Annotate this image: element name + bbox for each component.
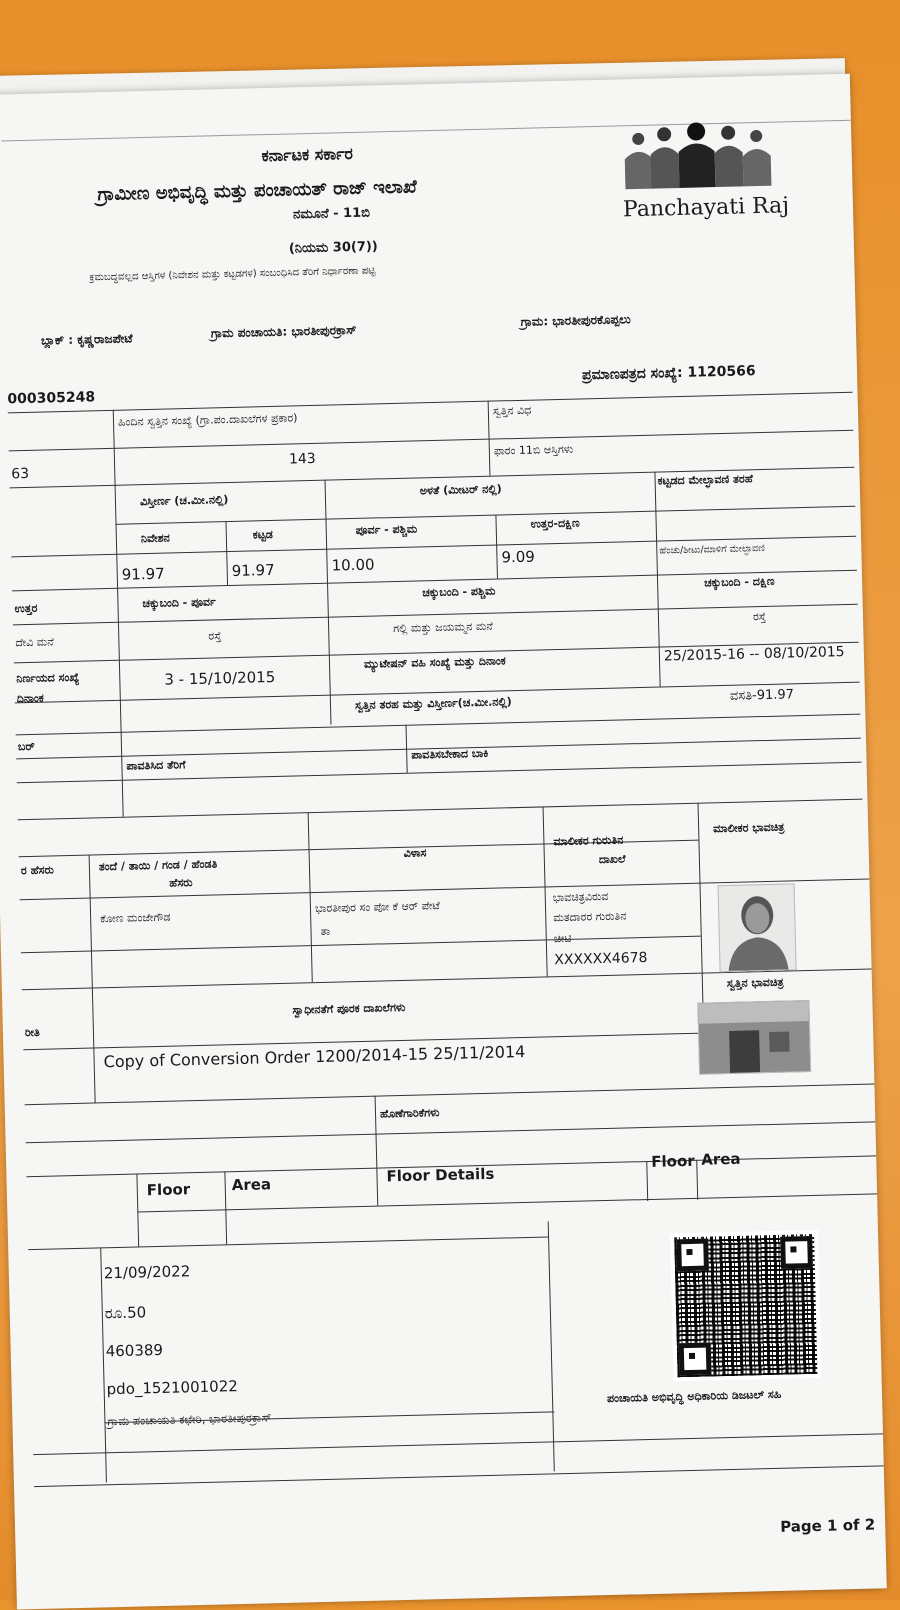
issue-date: 21/09/2022 xyxy=(103,1262,191,1283)
people-icon xyxy=(616,115,788,199)
owner-id-value-2: ಮತದಾರರ ಗುರುತಿನ xyxy=(553,909,627,925)
person-portrait-icon xyxy=(719,884,796,971)
digital-signature-label: ಪಂಚಾಯತಿ ಅಭಿವೃದ್ಧಿ ಅಧಿಕಾರಿಯ ಡಿಜಟಲ್ ಸಹಿ xyxy=(606,1387,782,1406)
east-value: ರಸ್ತೆ xyxy=(208,629,222,643)
relation-label-2: ಹೆಸರು xyxy=(169,876,193,890)
south-value: ರಸ್ತೆ xyxy=(752,609,767,624)
left-number: 63 xyxy=(11,465,30,483)
paid-tax-label: ಪಾವತಿಸಿದ ತೆರಿಗೆ xyxy=(126,758,186,773)
resolution-label-2: ದಿನಾಂಕ xyxy=(16,691,44,706)
old-number-label: ಹಿಂದಿನ ಸ್ವತ್ತಿನ ಸಂಖ್ಯೆ (ಗ್ರಾ.ಪಂ.ದಾಖಲೆಗಳ ಪ್ರಕಾರ) xyxy=(117,411,298,429)
due-tax-label: ಪಾವತಿಸಬೇಕಾದ ಬಾಕಿ xyxy=(411,746,489,762)
mutation-value: 25/2015-16 -- 08/10/2015 xyxy=(663,644,845,665)
owner-photo xyxy=(718,883,797,972)
documents-value: Copy of Conversion Order 1200/2014-15 25/11/2014 xyxy=(103,1041,526,1072)
roof-value: ಹೆಂಚು/ಶೀಟು/ಮಾಳಿಗೆ ಮೇಲ್ಛಾವಣಿ xyxy=(659,542,766,557)
fee-amount: ರೂ.50 xyxy=(104,1303,147,1323)
west-label: ಚಕ್ಕುಬಂದಿ - ಪಶ್ಚಿಮ xyxy=(422,584,496,600)
property-type-value: ಫಾರಂ 11ಬಿ ಆಸ್ತಿಗಳು xyxy=(493,442,574,458)
property-photo xyxy=(697,1000,811,1075)
north-label: ಉತ್ತರ xyxy=(14,601,38,616)
owner-id-number: XXXXXX4678 xyxy=(554,949,648,969)
qr-code xyxy=(670,1230,822,1382)
area-header: Area xyxy=(231,1175,272,1195)
ew-label: ಪೂರ್ವ - ಪಶ್ಚಿಮ xyxy=(355,522,418,537)
left-label-bar: ಬರ್ xyxy=(17,739,35,754)
form-name: ನಮೂನೆ - 11ಬಿ xyxy=(292,205,371,223)
old-number-value: 143 xyxy=(288,450,316,468)
resolution-value: 3 - 15/10/2015 xyxy=(164,667,276,689)
building-area-value: 91.97 xyxy=(231,560,275,580)
mode-label: ರೀತಿ xyxy=(24,1025,40,1040)
property-kind-label: ಸ್ವತ್ತಿನ ತರಹ ಮತ್ತು ವಿಸ್ತೀರ್ಣ(ಚ.ಮೀ.ನಲ್ಲಿ) xyxy=(354,695,512,713)
owner-id-value-3: ಚೀಟಿ xyxy=(553,931,572,946)
address-value: ಭಾರತೀಪುರ ಸಂ ಪೋ ಕೆ ಆರ್ ಪೇಟೆ xyxy=(314,899,441,916)
relation-value: ಕೋಣ ಮಂಜೇಗೌಡ xyxy=(100,910,171,926)
mutation-label: ಮ್ಯುಟೇಷನ್ ವಹಿ ಸಂಖ್ಯೆ ಮತ್ತು ದಿನಾಂಕ xyxy=(363,654,506,671)
address-label: ವಿಳಾಸ xyxy=(403,846,427,860)
west-value: ಗಲ್ಲಿ ಮತ್ತು ಜಯಮ್ಮನ ಮನೆ xyxy=(393,619,494,636)
floor-details-header: Floor Details xyxy=(386,1164,495,1186)
owner-name-label: ರ ಹೆಸರು xyxy=(20,863,54,878)
building-label: ಕಟ್ಟಡ xyxy=(252,527,273,542)
owner-photo-label: ಮಾಲೀಕರ ಭಾವಚಿತ್ರ xyxy=(712,820,785,836)
address-value-2: ತಾ xyxy=(320,924,331,938)
gov-title: ಕರ್ನಾಟಕ ಸರ್ಕಾರ xyxy=(261,143,354,166)
page-number: Page 1 of 2 xyxy=(780,1515,876,1536)
property-type-label: ಸ್ವತ್ತಿನ ವಿಧ xyxy=(492,403,532,418)
owner-id-value-1: ಭಾವಚಿತ್ರವಿರುವ xyxy=(552,889,609,905)
property-photo-label: ಸ್ವತ್ತಿನ ಭಾವಚಿತ್ರ xyxy=(726,975,784,991)
size-label: ಅಳತೆ (ಮೀಟರ್ ನಲ್ಲಿ) xyxy=(419,482,502,498)
owner-id-label-2: ದಾಖಲೆ xyxy=(598,852,626,867)
liabilities-label: ಹೊಣೆಗಾರಿಕೆಗಳು xyxy=(379,1106,440,1121)
panchayat-name: ಗ್ರಾಮ ಪಂಚಾಯತಿ: ಭಾರತೀಪುರಕ್ರಾಸ್ xyxy=(210,322,357,341)
department-title: ಗ್ರಾಮೀಣ ಅಭಿವೃದ್ಧಿ ಮತ್ತು ಪಂಚಾಯತ್ ರಾಜ್ ಇಲಾಖೆ xyxy=(97,176,417,206)
house-photo-icon xyxy=(698,1001,810,1074)
receipt-number: 460389 xyxy=(105,1340,164,1361)
north-value: ದೇವಿ ಮನೆ xyxy=(15,635,54,650)
certificate-number: ಪ್ರಮಾಣಪತ್ರದ ಸಂಖ್ಯೆ: 1120566 xyxy=(581,363,756,384)
block-name: ಬ್ಲಾಕ್ : ಕೃಷ್ಣರಾಜಪೇಟೆ xyxy=(40,331,133,348)
area-label: ವಿಸ್ತೀರ್ಣ (ಚ.ಮೀ.ನಲ್ಲಿ) xyxy=(139,493,229,509)
ns-value: 9.09 xyxy=(501,547,536,567)
panchayati-raj-logo xyxy=(616,115,788,199)
pdo-id: pdo_1521001022 xyxy=(106,1377,238,1399)
form-subtitle: ಕ್ರಮಬದ್ಧವಲ್ಲದ ಆಸ್ತಿಗಳ (ನಿವೇಶನ ಮತ್ತು ಕಟ್ಟಡಗಳ) ಸಂಬಂಧಿಸಿದ ತೆರಿಗೆ ನಿರ್ಧಾರಣಾ ಪಟ್ಟಿ xyxy=(89,265,376,284)
floor-header: Floor xyxy=(146,1180,191,1200)
south-label: ಚಕ್ಕುಬಂದಿ - ದಕ್ಷಿಣ xyxy=(703,574,775,590)
area-header-2: Area xyxy=(701,1149,741,1169)
ew-value: 10.00 xyxy=(331,555,375,575)
document-page xyxy=(0,74,887,1610)
roof-label: ಕಟ್ಟಡದ ಮೇಲ್ಛಾವಣಿ ತರಹೆ xyxy=(657,472,753,488)
office-name: ಗ್ರಾಮ ಪಂಚಾಯತಿ ಕಛೇರಿ, ಭಾರತೀಪುರಕ್ರಾಸ್ xyxy=(107,1410,272,1429)
site-label: ನಿವೇಶನ xyxy=(140,531,170,546)
resolution-label: ನಿರ್ಣಯದ ಸಂಖ್ಯೆ xyxy=(16,670,80,686)
site-area-value: 91.97 xyxy=(121,564,165,584)
east-label: ಚಕ್ಕುಬಂದಿ - ಪೂರ್ವ xyxy=(142,595,216,611)
ns-label: ಉತ್ತರ-ದಕ್ಷಿಣ xyxy=(530,516,580,531)
documents-label: ಸ್ವಾಧೀನತೆಗೆ ಪೂರಕ ದಾಖಲೆಗಳು xyxy=(292,1000,406,1017)
relation-label: ತಂದೆ / ತಾಯಿ / ಗಂಡ / ಹೆಂಡತಿ xyxy=(98,857,218,874)
owner-id-label: ಮಾಲೀಕರ ಗುರುತಿನ xyxy=(553,833,624,849)
logo-text: Panchayati Raj xyxy=(622,193,790,223)
rule-ref: (ನಿಯಮ 30(7)) xyxy=(288,239,378,257)
village-name: ಗ್ರಾಮ: ಭಾರತೀಪುರಕೊಪ್ಪಲು xyxy=(520,312,631,329)
floor-header-2: Floor xyxy=(651,1151,695,1171)
property-id: 000305248 xyxy=(7,389,96,408)
property-kind-value: ವಸತಿ-91.97 xyxy=(729,687,795,704)
